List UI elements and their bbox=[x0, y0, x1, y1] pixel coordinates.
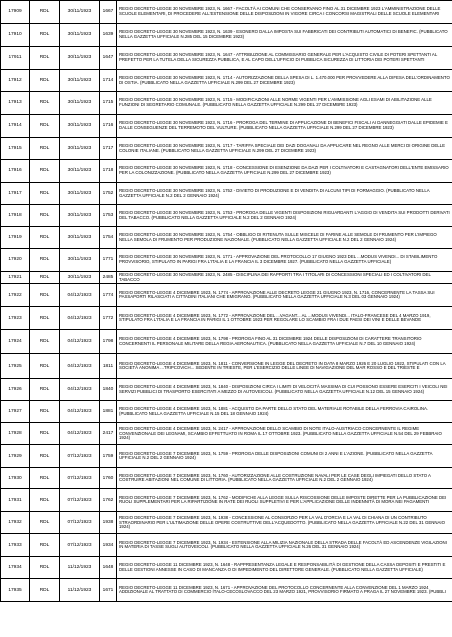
act-date: 30/11/1923 bbox=[60, 24, 100, 47]
act-description: REGIO DECRETO-LEGGE 7 DICEMBRE 1923, N. 1938 - CONCESSIONE AL CONSORZIO PER LA VAL D'ORCIA E LA VAL DI CHIANA DI UN CONTRIBUTO STRAORDINARIO PER L'ULTIMAZIONE DELLE OPERE COSTRUTTIVE DELL'ACQUEDOTTO. (PUBBLICATO NELLA GAZZETTA UFFICIALE N.22 DEL 31 GENNAIO 1924) bbox=[117, 512, 452, 534]
table-row bbox=[1, 272, 452, 284]
act-date: 04/12/1923 bbox=[60, 284, 100, 307]
row-number: 17925 bbox=[1, 354, 30, 379]
act-date: 07/12/1923 bbox=[60, 534, 100, 557]
act-date: 04/12/1923 bbox=[60, 354, 100, 379]
act-number: 1715 bbox=[100, 92, 117, 115]
act-number: 1760 bbox=[100, 468, 117, 489]
table-row bbox=[1, 468, 452, 489]
act-date: 30/11/1923 bbox=[60, 115, 100, 138]
act-number: 1639 bbox=[100, 24, 117, 47]
table-row bbox=[1, 330, 452, 354]
act-number: 2417 bbox=[100, 423, 117, 445]
act-number: 1717 bbox=[100, 138, 117, 160]
act-description: REGIO DECRETO-LEGGE 30 NOVEMBRE 1923, N. 1639 - ESONERO DALLA IMPOSTA SUI FABBRICATI DEI CONTRIBUTI AUTOMATICI DI BENEFIC. (PUBBLICATO NELLA GAZZETTA UFFICIALE N.285 DEL 15 DICEMBRE 1923) bbox=[117, 24, 452, 47]
act-description: REGIO DECRETO-LEGGE 4 DICEMBRE 1923, N. 1774 - APPROVAZIONE ALLE DECRETO LEGGE 21 GIUGNO 1923, N. 1716, CONCERNENTE LA TASSA SUI PASSAPORTI RILASCIATI A CITTADINI ITALIANI CHE EMIGRANO. (PUBBLICATO NELLA GAZZETTA UFFICIALE N.3 DEL 03 GENNAIO 1924) bbox=[117, 284, 452, 307]
row-number: 17917 bbox=[1, 183, 30, 205]
act-description: REGIO DECRETO-LEGGE 30 NOVEMBRE 1923, N. 1718 - CONCESSIONE DI ESENZIONE DA DAZI PER I COLTIVATORI E CASTAGNATORI DELL'ENTE EMISSARIO PER LA COLONIZZAZIONE. (PUBBLICATO NELLA GAZZETTA UFFICIALE N.299 DEL 27 DICEMBRE 1923) bbox=[117, 160, 452, 183]
act-description: REGIO DECRETO-LEGGE 7 DICEMBRE 1923, N. 1760 - AUTORIZZAZIONE ALLE COSTRUZIONE NAVALI PER LE CASE DEGLI IMPIEGATI DELLO STATO A COSTRUIRE ABITAZIONI NEL COMUNE DI LITTORIA. (PUBBLICATO NELLA GAZZETTA UFFICIALE N.2 DEL 2 GENNAIO 1924) bbox=[117, 468, 452, 489]
act-number: 1811 bbox=[100, 354, 117, 379]
act-description: REGIO DECRETO-LEGGE 30 NOVEMBRE 1923, N. 1754 - OBBLIGO DI RITENUTA SULLE MISCELE DI FARINE ALLE SEMOLE DI FRUMENTO PER L'IMPIEGO NELLA SEMOLA DI FRUMENTO PER PRODUZIONE NAZIONALE. (PUBBLICATO NELLA GAZZETTA UFFICIALE N.2 DEL 2 GENNAIO 1924) bbox=[117, 227, 452, 249]
act-date: 30/11/1923 bbox=[60, 92, 100, 115]
act-description: REGIO DECRETO-LEGGE 30 NOVEMBRE 1923, N. 2485 - DISCIPLINA DEI RAPPORTI TRA I TITOLARI DI CONCESSIONI SPECIALI ED I COLTIVATORI DEL TABACCO bbox=[117, 272, 452, 284]
table-row bbox=[1, 579, 452, 602]
act-type: RDL bbox=[30, 445, 60, 468]
act-description: REGIO DECRETO-LEGGE 30 NOVEMBRE 1923, N. 1714 - AUTORIZZAZIONE DELLA SPESA DI L. 1.470.000 PER PROVVEDERE ALLA DIFESA DELL'ORDINAMENTO DI OSTIA. (PUBBLICATO NELLA GAZZETTA UFFICIALE N.299 DEL 27 DICEMBRE 1923) bbox=[117, 70, 452, 92]
act-type: RDL bbox=[30, 1, 60, 24]
act-date: 04/12/1923 bbox=[60, 401, 100, 423]
row-number: 17915 bbox=[1, 138, 30, 160]
act-type: RDL bbox=[30, 92, 60, 115]
act-type: RDL bbox=[30, 379, 60, 401]
table-row bbox=[1, 24, 452, 47]
act-number: 1934 bbox=[100, 534, 117, 557]
act-number: 1752 bbox=[100, 183, 117, 205]
row-number: 17914 bbox=[1, 115, 30, 138]
row-number: 17920 bbox=[1, 249, 30, 272]
act-description: REGIO DECRETO-LEGGE 11 DICEMBRE 1923, N. 1648 - RAPPRESENTANZA LEGALE E RESPONSABILITÀ DI GESTIONE DELLA CASSA DEPOSITI E PRESTITI E DELLE GESTIONI ANNESSE IN CASO DI MANCANZA O DI IMPEDIMENTO DEL DIRETTORE GENERALE. (PUBBLICATO NELLA GAZZETTA UFFICIALE) bbox=[117, 557, 452, 579]
act-type: RDL bbox=[30, 138, 60, 160]
row-number: 17916 bbox=[1, 160, 30, 183]
act-date: 11/12/1923 bbox=[60, 579, 100, 602]
table-row bbox=[1, 138, 452, 160]
act-date: 30/11/1923 bbox=[60, 70, 100, 92]
row-number: 17923 bbox=[1, 307, 30, 330]
act-date: 30/11/1923 bbox=[60, 272, 100, 284]
row-number: 17935 bbox=[1, 579, 30, 602]
row-number: 17913 bbox=[1, 92, 30, 115]
act-date: 11/12/1923 bbox=[60, 557, 100, 579]
row-number: 17930 bbox=[1, 468, 30, 489]
act-number: 1762 bbox=[100, 489, 117, 512]
row-number: 17910 bbox=[1, 24, 30, 47]
act-number: 1798 bbox=[100, 330, 117, 354]
act-type: RDL bbox=[30, 284, 60, 307]
table-row bbox=[1, 557, 452, 579]
table-row bbox=[1, 47, 452, 70]
act-type: RDL bbox=[30, 70, 60, 92]
act-type: RDL bbox=[30, 579, 60, 602]
row-number: 17918 bbox=[1, 205, 30, 227]
row-number: 17933 bbox=[1, 534, 30, 557]
act-description: REGIO DECRETO-LEGGE 4 DICEMBRE 1923, N. 1811 - CONVERSIONE IN LEGGE DEL DECRETO IN DATA 8 MARZO 1926 E 20 LUGLIO 1922, STIPULATI CON LA SOCIETÀ ANONIMA ...TRIPCOVICH... SEDENTE IN TRIESTE, PER L'ESERCIZIO DELLE LINEE DI NAVIGAZIONE DEL MAR ROSSO E DEL TRIESTE E bbox=[117, 354, 452, 379]
act-description: REGIO DECRETO-LEGGE 7 DICEMBRE 1923, N. 1934 - ESTENSIONE ALLA MILIZIA NAZIONALE DELLA STRADA DELLE FACOLTÀ ED ASCENDENZE VIGILAZIONI IN MATERIA DI TASSE SUGLI AUTOVEICOLI. (PUBBLICATO NELLA GAZZETTA UFFICIALE N.26 DEL 31 GENNAIO 1924) bbox=[117, 534, 452, 557]
act-date: 07/12/1923 bbox=[60, 512, 100, 534]
act-type: RDL bbox=[30, 227, 60, 249]
act-number: 1753 bbox=[100, 205, 117, 227]
act-date: 30/11/1923 bbox=[60, 138, 100, 160]
act-type: RDL bbox=[30, 512, 60, 534]
act-date: 04/12/1923 bbox=[60, 423, 100, 445]
act-type: RDL bbox=[30, 468, 60, 489]
row-number: 17931 bbox=[1, 489, 30, 512]
act-date: 30/11/1923 bbox=[60, 1, 100, 24]
act-number: 1759 bbox=[100, 445, 117, 468]
act-number: 1647 bbox=[100, 47, 117, 70]
act-type: RDL bbox=[30, 354, 60, 379]
act-description: REGIO DECRETO-LEGGE 4 DICEMBRE 1923, N. 1798 - PROROGA FINO AL 31 DICEMBRE 1924 DELLE DISPOSIZIONI DI CARATTERE TRANSITORIO CONCERNENTI IL PERSONALE MILITARE DELLA REGIA AERONAUTICA. (PUBBLICATO NELLA GAZZETTA UFFICIALE N.7 DEL 10 GENNAIO 1924) bbox=[117, 330, 452, 354]
row-number: 17928 bbox=[1, 423, 30, 445]
act-type: RDL bbox=[30, 557, 60, 579]
table-row bbox=[1, 423, 452, 445]
table-row bbox=[1, 92, 452, 115]
act-date: 07/12/1923 bbox=[60, 489, 100, 512]
table-row bbox=[1, 489, 452, 512]
act-type: RDL bbox=[30, 115, 60, 138]
table-row bbox=[1, 249, 452, 272]
act-type: RDL bbox=[30, 205, 60, 227]
table-row bbox=[1, 115, 452, 138]
act-number: 1718 bbox=[100, 160, 117, 183]
row-number: 17924 bbox=[1, 330, 30, 354]
act-number: 1667 bbox=[100, 1, 117, 24]
act-description: REGIO DECRETO-LEGGE 30 NOVEMBRE 1923, N. 1647 - ATTRIBUZIONE AL COMMISSARIO GENERALE PER L'ACQUISTO CIVILE DI POTERI SPETTANTI AL PREFETTO PER LA TUTELA DELLA SICUREZZA PUBBLICA, E AL CAPO DELL'UFFICIO DI PUBBLICA SICUREZZA DI LITTORIA DEI POTERI SPETTANTI bbox=[117, 47, 452, 70]
table-row bbox=[1, 205, 452, 227]
act-date: 07/12/1923 bbox=[60, 468, 100, 489]
table-row bbox=[1, 401, 452, 423]
act-description: REGIO DECRETO-LEGGE 30 NOVEMBRE 1923, N. 1715 - MODIFICAZIONI ALLE NORME VIGENTI PER L'AMMISSIONE AGLI ESAMI DI ABILITAZIONE ALLE FUNZIONI DI SEGRETARIO COMUNALE. (PUBBLICATO NELLA GAZZETTA UFFICIALE N.299 DEL 27 DICEMBRE 1923) bbox=[117, 92, 452, 115]
act-number: 1772 bbox=[100, 307, 117, 330]
act-number: 1714 bbox=[100, 70, 117, 92]
decree-table-body bbox=[1, 1, 452, 602]
act-number: 1938 bbox=[100, 512, 117, 534]
row-number: 17927 bbox=[1, 401, 30, 423]
table-row bbox=[1, 307, 452, 330]
row-number: 17922 bbox=[1, 284, 30, 307]
table-row bbox=[1, 227, 452, 249]
act-type: RDL bbox=[30, 24, 60, 47]
act-date: 30/11/1923 bbox=[60, 227, 100, 249]
act-number: 1671 bbox=[100, 579, 117, 602]
table-row bbox=[1, 183, 452, 205]
act-type: RDL bbox=[30, 330, 60, 354]
act-type: RDL bbox=[30, 272, 60, 284]
act-type: RDL bbox=[30, 307, 60, 330]
act-number: 1774 bbox=[100, 284, 117, 307]
act-description: REGIO DECRETO-LEGGE 30 NOVEMBRE 1923, N. 1752 - DIVIETO DI PRODUZIONE E DI VENDITA DI ALCUNI TIPI DI FORMAGGIO. (PUBBLICATO NELLA GAZZETTA UFFICIALE N.2 DEL 2 GENNAIO 1924) bbox=[117, 183, 452, 205]
act-date: 07/12/1923 bbox=[60, 445, 100, 468]
act-date: 04/12/1923 bbox=[60, 330, 100, 354]
act-date: 04/12/1923 bbox=[60, 379, 100, 401]
act-type: RDL bbox=[30, 423, 60, 445]
act-description: REGIO DECRETO-LEGGE 4 DICEMBRE 1923, N. 2417 - APPROVAZIONE DELLO SCAMBIO DI NOTE ITALO-AUSTRIACO CONCERNENTE IL REGIME CONVENZIONALE DEI LEGNAMI, SCAMBIO EFFETTUATO IN ROMA IL 17 OTTOBRE 1923. (PUBBLICATO NELLA GAZZETTA UFFICIALE N.54 DEL 29 FEBBRAIO 1924) bbox=[117, 423, 452, 445]
act-type: RDL bbox=[30, 47, 60, 70]
table-row bbox=[1, 70, 452, 92]
act-type: RDL bbox=[30, 489, 60, 512]
act-number: 1771 bbox=[100, 249, 117, 272]
act-description: REGIO DECRETO-LEGGE 30 NOVEMBRE 1923, N. 1667 - FACOLTÀ AI COMUNI CHE CONSERVANO FINO AL 31 DICEMBRE 1923 L'AMMINISTRAZIONE DELLE SCUOLE ELEMENTARI, DI PROCEDERE ALL'ESTENSIONE DELLE DISPOSIZIONI IN VIGORE CIRCA I CONCORSI MAGISTRALI DELLE SCUOLE ELEMENTARI bbox=[117, 1, 452, 24]
act-date: 30/11/1923 bbox=[60, 160, 100, 183]
act-description: REGIO DECRETO-LEGGE 4 DICEMBRE 1923, N. 1881 - ACQUISTO DA PARTE DELLO STATO DEL MATERIALE ROTABILE DELLA FERROVIA CAIROLINA. (PUBBLICATO NELLA GAZZETTA UFFICIALE N.15 DEL 18 GENNAIO 1924) bbox=[117, 401, 452, 423]
act-type: RDL bbox=[30, 534, 60, 557]
table-row bbox=[1, 160, 452, 183]
table-row bbox=[1, 284, 452, 307]
act-number: 1716 bbox=[100, 115, 117, 138]
row-number: 17921 bbox=[1, 272, 30, 284]
row-number: 17926 bbox=[1, 379, 30, 401]
act-number: 2485 bbox=[100, 272, 117, 284]
act-number: 1648 bbox=[100, 557, 117, 579]
row-number: 17934 bbox=[1, 557, 30, 579]
act-number: 1881 bbox=[100, 401, 117, 423]
act-date: 04/12/1923 bbox=[60, 307, 100, 330]
row-number: 17912 bbox=[1, 70, 30, 92]
act-description: REGIO DECRETO-LEGGE 4 DICEMBRE 1923, N. 1840 - DISPOSIZIONI CIRCA I LIMITI DI VELOCITÀ MASSIMA DI CUI POSSONO ESSERE ESERCITI I VEICOLI NEI SERVIZI PUBBLICI DI TRASPORTO ESERCITATI A MEZZO DI AUTOVEICOLI. (PUBBLICATO NELLA GAZZETTA UFFICIALE N.12 DEL 15 GENNAIO 1924) bbox=[117, 379, 452, 401]
table-row bbox=[1, 534, 452, 557]
table-row bbox=[1, 512, 452, 534]
table-row bbox=[1, 1, 452, 24]
table-row bbox=[1, 379, 452, 401]
table-row bbox=[1, 354, 452, 379]
act-date: 30/11/1923 bbox=[60, 47, 100, 70]
act-date: 30/11/1923 bbox=[60, 183, 100, 205]
act-description: REGIO DECRETO-LEGGE 30 NOVEMBRE 1923, N. 1771 - APPROVAZIONE DEL PROTOCOLLO 17 GIUGNO 1923 DEL ...MODUS VIVENDI... DI STABILIMENTO PROVVISORIO, STIPULATO IN PARIGI FRA L'ITALIA E LA FRANCIA IL 3 DICEMBRE 1927. (PUBBLICATO NELLA GAZZETTA UFFICIALE) bbox=[117, 249, 452, 272]
act-description: REGIO DECRETO-LEGGE 11 DICEMBRE 1923, N. 1671 - APPROVAZIONE DEL PROTOCOLLO CONCERNENTE ALLA CONVENZIONE DEL 1 MARZO 1924 ADDIZIONALE AL TRATTATO DI COMMERCIO ITALO-CECOSLOVACCO DEL 23 MARZO 1921, PROVVISORIO FIRMATO A PRAGA IL 27 NOVEMBRE 1923. (PUBBLI bbox=[117, 579, 452, 602]
row-number: 17929 bbox=[1, 445, 30, 468]
act-description: REGIO DECRETO-LEGGE 4 DICEMBRE 1923, N. 1772 - APPROVAZIONE DEL ...VAGANT... AL ...MODUS VIVENDI... ITALO-FRANCESE DEL 4 MARZO 1919, STIPULATO FRA L'ITALIA E LA FRANCIA IN PARIGI IL 1 OTTOBRE 1923 PER REGOLARE LO SCAMBIO FRA I DUE PAESI DEI VINI E DELLE BEVANDE bbox=[117, 307, 452, 330]
row-number: 17909 bbox=[1, 1, 30, 24]
act-description: REGIO DECRETO-LEGGE 30 NOVEMBRE 1923, N. 1753 - PROROGA DELLE VIGENTI DISPOSIZIONI RIGUARDANTI L'AGGIO DI VENDITA SUI PRODOTTI DERIVATI DEL TABACCO. (PUBBLICATO NELLA GAZZETTA UFFICIALE N.2 DEL 2 GENNAIO 1924) bbox=[117, 205, 452, 227]
row-number: 17932 bbox=[1, 512, 30, 534]
act-type: RDL bbox=[30, 401, 60, 423]
act-number: 1840 bbox=[100, 379, 117, 401]
act-type: RDL bbox=[30, 183, 60, 205]
table-row bbox=[1, 445, 452, 468]
act-type: RDL bbox=[30, 249, 60, 272]
act-description: REGIO DECRETO-LEGGE 7 DICEMBRE 1923, N. 1759 - PROROGA DELLE DISPOSIZIONI COMUNI DI 2 ANNI E L'AZIONE. (PUBBLICATO NELLA GAZZETTA UFFICIALE N.2 DEL 2 GENNAIO 1924) bbox=[117, 445, 452, 468]
act-description: REGIO DECRETO-LEGGE 7 DICEMBRE 1923, N. 1762 - MODIFICHE ALLA LEGGE SULLA RISCOSSIONE DELLE IMPOSTE DIRETTE PER LA PUBBLICAZIONE DEI RUOLI SUPPLEMENTARI PER LA RIPARTIZIONE IN RATE DEI RUOLI SUPPLETIVI E PER L'APPLICAZIONE DELLE INDENNITÀ DI MORA NEI PAGAMENTI bbox=[117, 489, 452, 512]
row-number: 17919 bbox=[1, 227, 30, 249]
act-description: REGIO DECRETO-LEGGE 30 NOVEMBRE 1923, N. 1717 - TARIFFA SPECIALE DEI DAZI DOGANALI DA APPLICARE NEL REGNO ALLE MERCI DI ORIGINE DELLE COLONIE ITALIANE. (PUBBLICATO NELLA GAZZETTA UFFICIALE N.299 DEL 27 DICEMBRE 1923) bbox=[117, 138, 452, 160]
row-number: 17911 bbox=[1, 47, 30, 70]
act-date: 30/11/1923 bbox=[60, 205, 100, 227]
act-type: RDL bbox=[30, 160, 60, 183]
act-number: 1754 bbox=[100, 227, 117, 249]
act-date: 30/11/1923 bbox=[60, 249, 100, 272]
act-description: REGIO DECRETO-LEGGE 30 NOVEMBRE 1923, N. 1716 - PROROGA DEL TERMINE DI APPLICAZIONE DI BENEFICI FISCALI AI DANNEGGIATI DALLE EPIDEMIE E DALLE CONSEGUENZE DEL TERREMOTO DEL VULTURE. (PUBBLICATO NELLA GAZZETTA UFFICIALE N.299 DEL 27 DICEMBRE 1923) bbox=[117, 115, 452, 138]
